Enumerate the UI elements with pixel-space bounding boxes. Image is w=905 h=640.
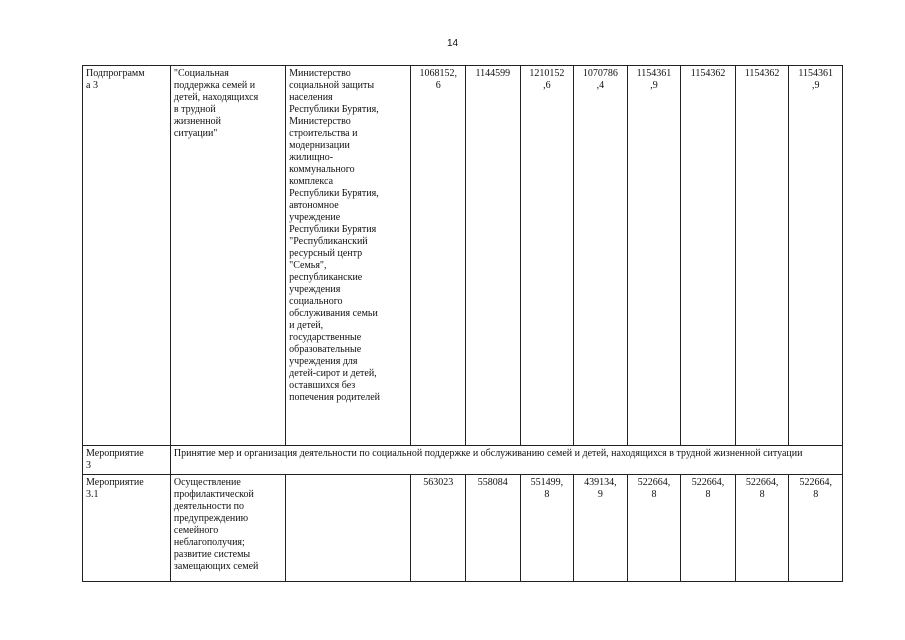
value-cell: 558084 — [466, 475, 521, 582]
value-cell: 1070786 ,4 — [574, 66, 628, 446]
value-cell: 1210152 ,6 — [520, 66, 574, 446]
value-cell: 522664, 8 — [789, 475, 843, 582]
program-table — [82, 65, 843, 582]
row-code-cell: Мероприятие 3 — [83, 446, 171, 475]
table-row — [83, 66, 843, 446]
merged-description-cell: Принятие мер и организация деятельности по социальной поддержке и обслуживанию семей и детей, находящихся в трудной жизненной ситуации — [170, 446, 842, 475]
page-number: 14 — [446, 38, 459, 49]
table-row — [83, 475, 843, 582]
value-cell: 522664, 8 — [735, 475, 789, 582]
row-code-cell: Мероприятие 3.1 — [83, 475, 171, 582]
value-cell: 439134, 9 — [574, 475, 628, 582]
value-cell: 1154361 ,9 — [627, 66, 681, 446]
value-cell: 1154362 — [735, 66, 789, 446]
value-cell: 551499, 8 — [520, 475, 574, 582]
row-name-cell: "Социальная поддержка семей и детей, находящихся в трудной жизненной ситуации" — [170, 66, 285, 446]
value-cell: 1068152, 6 — [411, 66, 466, 446]
value-cell: 1144599 — [466, 66, 521, 446]
row-name-cell: Осуществление профилактической деятельности по предупреждению семейного неблагополучия; развитие системы замещающих семей — [170, 475, 285, 582]
value-cell: 563023 — [411, 475, 466, 582]
value-cell: 522664, 8 — [627, 475, 681, 582]
value-cell: 1154361 ,9 — [789, 66, 843, 446]
table-row — [83, 446, 843, 475]
row-code-cell: Подпрограмм а 3 — [83, 66, 171, 446]
value-cell: 522664, 8 — [681, 475, 736, 582]
row-executor-cell: Министерство социальной защиты населения Республики Бурятия, Министерство строительства и модернизации жилищно- коммунального комплекса Республики Бурятия, автономное учреждение Республики Бурятия "Республиканский ресурсный центр "Семья", республиканские учреждения социального обслуживания семьи и детей, государственные образовательные учреждения для детей-сирот и детей, оставшихся без попечения родителей — [286, 66, 411, 446]
value-cell: 1154362 — [681, 66, 736, 446]
row-executor-cell — [286, 475, 411, 582]
